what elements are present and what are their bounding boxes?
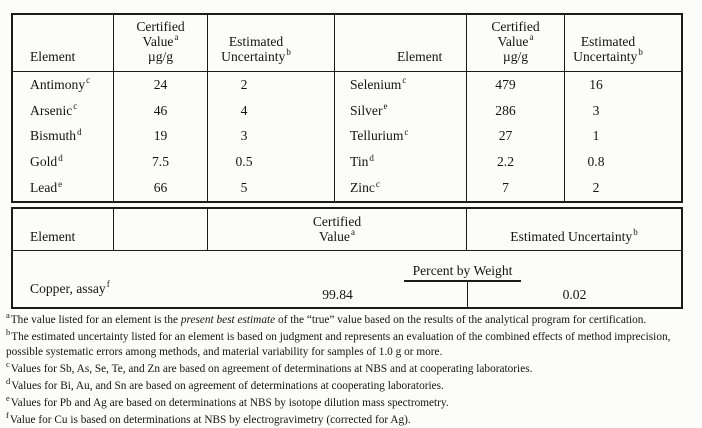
element-name-cell: Antimony$^c$ (13, 72, 114, 98)
element-name-cell: Lead$^e$ (13, 175, 114, 201)
column-header-element-left (13, 15, 114, 72)
header-label: Uncertainty$^b$ (221, 47, 291, 64)
footnote-a: $^a$The value listed for an element is the present best estimate of the “true” value based on the results of the analytical program for certification. (6, 310, 647, 326)
uncertainty-cell: 5 (208, 175, 335, 201)
footnote-marker: d (6, 376, 11, 387)
italic-phrase: present best estimate (180, 314, 276, 326)
footnote-ref: d (369, 152, 374, 163)
column-header-uncertainty (467, 209, 681, 251)
uncertainty-cell: 16 (589, 76, 603, 92)
footnote-ref: c (86, 75, 91, 86)
certified-value-cell: 2.2 (467, 149, 565, 175)
column-header-certified-value-left (114, 15, 208, 72)
trace-elements-table (11, 13, 683, 203)
header-label: Estimated (228, 34, 284, 49)
uncertainty-cell: 4 (208, 98, 335, 124)
uncertainty-cell: 0.8 (587, 154, 605, 170)
column-header-certified-value-right (467, 15, 565, 72)
footnote-c: $^c$Values for Sb, As, Se, Te, and Zn are based on agreement of determinations at NBS and at cooperating laboratories. (6, 359, 533, 376)
certified-value-cell: 479 (467, 72, 565, 98)
footnote-ref: f (106, 279, 110, 290)
uncertainty-cell: 2 (592, 180, 600, 196)
header-label: Value$^a$ (142, 32, 179, 49)
footnote-ref: a (529, 32, 534, 43)
element-name-cell: Tin$^d$ (335, 149, 467, 175)
footnote-marker: e (6, 393, 10, 404)
unit-label: µg/g (502, 49, 529, 64)
footnote-d: $^d$Values for Bi, Au, and Sn are based on agreement of determinations at cooperating laboratories. (6, 376, 444, 393)
header-label: Estimated Uncertainty$^b$ (510, 227, 638, 244)
certified-value-cell: 286 (467, 98, 565, 124)
uncertainty-cell: 0.5 (208, 149, 335, 175)
footnote-ref: b (633, 227, 638, 238)
footnote-ref: b (638, 47, 643, 58)
footnote-marker: c (6, 359, 10, 370)
empty-header-cell (114, 209, 208, 251)
certified-value-cell: 7 (467, 175, 565, 201)
unit-label: µg/g (147, 49, 174, 64)
copper-assay-table (11, 207, 683, 309)
certified-value-cell: 99.84 (208, 282, 468, 307)
certified-value-cell: 24 (114, 72, 208, 98)
header-label: Element (30, 49, 76, 64)
footnote-ref: a (174, 32, 179, 43)
footnote-ref: d (58, 152, 63, 163)
header-label: Estimated (580, 34, 636, 49)
footnote-e: $^e$Values for Pb and Ag are based on determinations at NBS by isotope dilution mass spectrometry. (6, 393, 449, 410)
footnote-ref: d (77, 126, 82, 137)
header-label: Uncertainty$^b$ (573, 47, 643, 64)
uncertainty-cell: 1 (592, 128, 600, 144)
certified-value-cell: 66 (114, 175, 208, 201)
column-header-uncertainty-left (208, 15, 335, 72)
footnote-ref: a (350, 227, 355, 238)
footnote-ref: c (402, 75, 407, 86)
header-label: Element (30, 229, 76, 244)
footnote-ref: e (383, 101, 388, 112)
footnote-ref: b (286, 47, 291, 58)
element-name-cell: Gold$^d$ (13, 149, 114, 175)
element-name-cell: Selenium$^c$ (335, 72, 467, 98)
footnote-ref: e (58, 178, 63, 189)
footnote-marker: f (6, 410, 9, 421)
footnote-b: $^b$The estimated uncertainty listed for an element is based on judgment and represents an evaluation of the combined effects of method imprecision, possible systematic errors among methods, and material variability for samples of 1.0 g or more. (6, 327, 671, 359)
element-name-cell: Arsenic$^c$ (13, 98, 114, 124)
footnotes-section (6, 310, 700, 428)
footnote-ref: c (73, 101, 78, 112)
footnote-marker: a (6, 310, 10, 321)
header-label: Certified (312, 214, 362, 229)
element-name-cell: Tellurium$^c$ (335, 124, 467, 150)
element-name-cell: Bismuth$^d$ (13, 124, 114, 150)
column-header-certified-value (208, 209, 467, 251)
footnote-ref: c (375, 178, 380, 189)
header-label: Value$^a$ (497, 32, 534, 49)
footnote-marker: b (6, 327, 11, 338)
uncertainty-cell: 2 (208, 72, 335, 98)
header-label: Element (397, 49, 443, 64)
uncertainty-cell: 0.02 (562, 286, 587, 302)
element-name-cell: Copper, assay$^f$ (30, 279, 110, 296)
uncertainty-cell: 3 (208, 124, 335, 150)
assay-values-region (208, 251, 681, 307)
percent-by-weight-header: Percent by Weight (208, 251, 681, 282)
header-label: Value$^a$ (319, 227, 355, 244)
footnote-f: $^f$Value for Cu is based on determinations at NBS by electrogravimetry (corrected for Ag). (6, 410, 411, 426)
certified-value-cell: 19 (114, 124, 208, 150)
uncertainty-cell: 3 (592, 102, 600, 118)
header-label: Certified (136, 19, 185, 34)
header-label: Certified (491, 19, 540, 34)
element-name-cell: Silver$^e$ (335, 98, 467, 124)
column-header-element (13, 209, 114, 251)
column-header-element-right (335, 15, 467, 72)
certified-value-cell: 7.5 (114, 149, 208, 175)
assay-values-row (208, 282, 681, 307)
element-name-cell: Zinc$^c$ (335, 175, 467, 201)
certified-value-cell: 46 (114, 98, 208, 124)
footnote-ref: c (404, 126, 409, 137)
certified-value-cell: 27 (467, 124, 565, 150)
column-header-uncertainty-right (565, 15, 681, 72)
